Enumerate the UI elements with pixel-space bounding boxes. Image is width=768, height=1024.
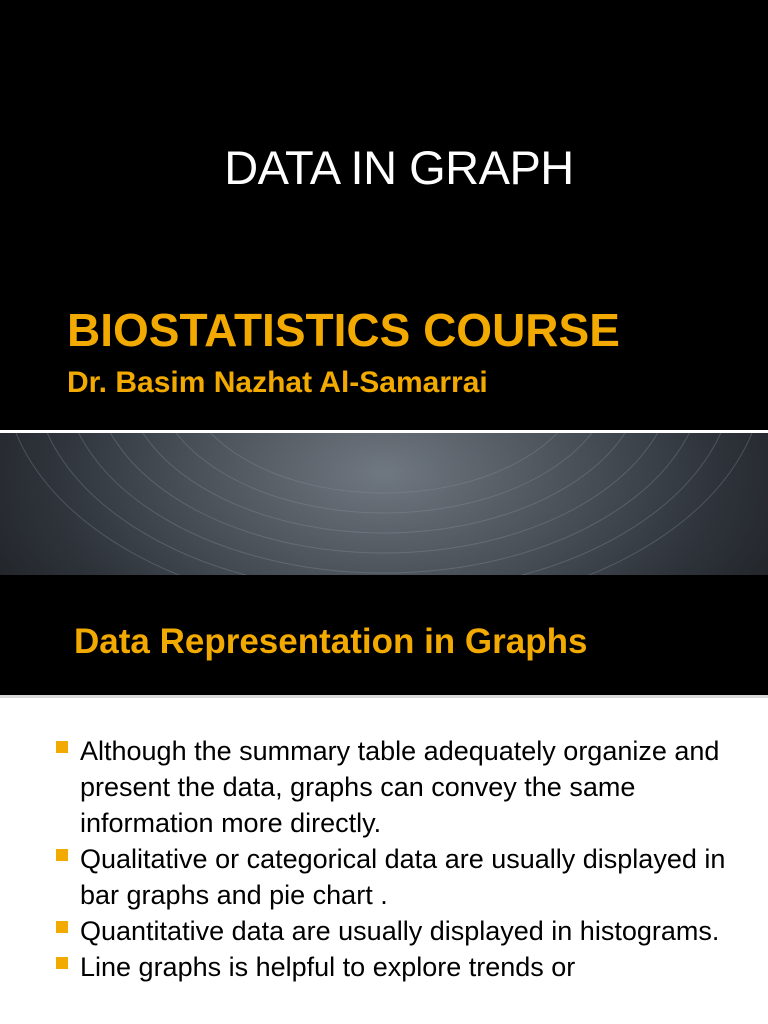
square-bullet-icon [56, 921, 68, 933]
author-name: Dr. Basim Nazhat Al-Samarrai [67, 366, 488, 399]
title-slide [0, 0, 768, 430]
bullet-text: Quantitative data are usually displayed in histograms. [80, 916, 720, 946]
arc-pattern [0, 433, 768, 575]
course-title: BIOSTATISTICS COURSE [67, 304, 620, 356]
bullet-item [52, 733, 752, 841]
square-bullet-icon [56, 849, 68, 861]
section-title: Data Representation in Graphs [74, 622, 588, 661]
bullet-item [52, 949, 752, 985]
square-bullet-icon [56, 957, 68, 969]
slide-title: DATA IN GRAPH [224, 141, 574, 194]
bullet-item [52, 841, 752, 913]
square-bullet-icon [56, 741, 68, 753]
bullet-text: Qualitative or categorical data are usually displayed in bar graphs and pie chart . [80, 844, 726, 910]
bullet-text: Line graphs is helpful to explore trends or [80, 952, 576, 982]
bullet-text: Although the summary table adequately organize and present the data, graphs can convey the same information more directly. [80, 736, 720, 838]
decorative-band [0, 433, 768, 575]
bullet-list [52, 733, 752, 985]
bullet-item [52, 913, 752, 949]
